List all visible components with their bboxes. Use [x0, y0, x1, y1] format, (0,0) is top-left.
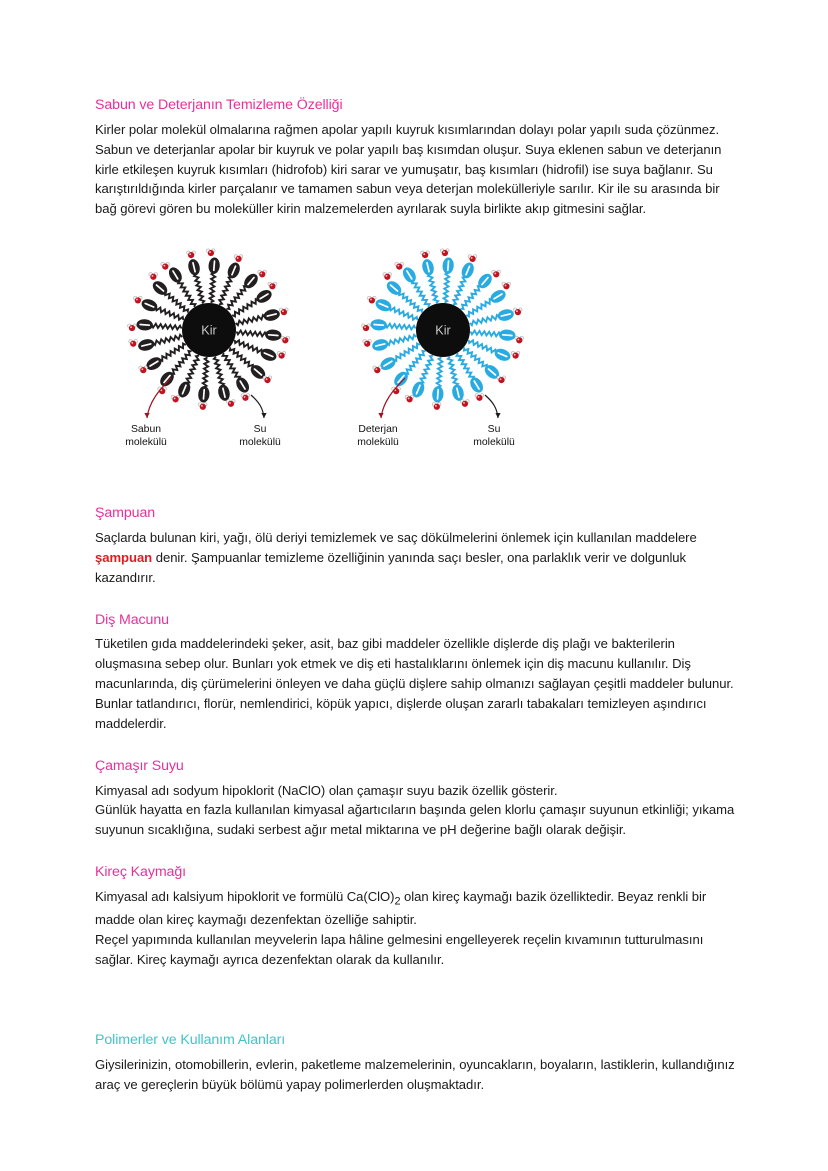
paragraph-toothpaste: Tüketilen gıda maddelerindeki şeker, asit, baz gibi maddeler özellikle dişlerde diş plağı ve bakterilerin oluşmasına sebep olur. Bunları yok etmek ve diş eti hastalıklarını önlemek için diş macunu kullanılır. Diş macunlarında, diş çürümelerini önleyen ve daha güçlü dişlere sahip olmanızı sağlayan çeşitli maddeler bulunur. Bunlar tatlandırıcı, florür, nemlendirici, köpük yapıcı, dişlerde oluşan zararlı tabakaları temizleyen aşındırıcı maddelerdir.	[95, 636, 734, 731]
section-toothpaste	[95, 612, 736, 734]
paragraph-lime-2: Reçel yapımında kullanılan meyvelerin lapa hâline gelmesini engelleyerek reçelin kıvamının tutturulmasını sağlar. Kireç kaymağı ayrıca dezenfektan olarak da kullanılır.	[95, 932, 704, 967]
figure-label-water-molecule-2: Su molekülü	[473, 424, 515, 448]
paragraph-bleach-2: Günlük hayatta en fazla kullanılan kimyasal ağartıcıların başında gelen klorlu çamaşır suyunun etkinliği; yıkama suyunun sıcaklığına, sudaki serbest ağır metal miktarına ve pH değerine bağlı olarak değişir.	[95, 802, 735, 838]
paragraph-lime-1	[95, 887, 736, 930]
heading-lime: Kireç Kaymağı	[95, 864, 186, 881]
paragraph-soap-detergent: Kirler polar molekül olmalarına rağmen apolar yapılı kuyruk kısımlarından dolayı polar yapılı suda çözünmez. Sabun ve deterjanlar apolar bir kuyruk ve polar yapılı baş kısımdan oluşur. Suya eklenen sabun ve deterjanın kirle etkileşen kuyruk kısımları (hidrofob) kiri sarar ve yumuşatır, baş kısımları (hidrofil) ise suya bağlanır. Su karıştırıldığında kirler parçalanır ve tamamen sabun veya deterjan molekülleriyle sarılır. Kir ile su arasında bir bağ görevi gören bu moleküller kirin malzemelerden ayrılarak suyla birlikte akıp gitmesini sağlar.	[95, 121, 722, 217]
shampoo-text-after: denir. Şampuanlar temizleme özelliğinin yanında saçı besler, ona parlaklık verir ve dolgunluk kazandırır.	[95, 549, 687, 585]
svg-text:Kir: Kir	[201, 323, 217, 338]
lime-formula-before: Kimyasal adı kalsiyum hipoklorit ve formülü Ca(ClO)	[95, 889, 395, 904]
paragraph-shampoo	[95, 528, 736, 588]
heading-toothpaste: Diş Macunu	[95, 611, 169, 628]
lime-formula-subscript: 2	[394, 895, 401, 908]
figure-label-detergent-molecule: Deterjan molekülü	[357, 424, 399, 448]
paragraph-polymers: Giysilerinizin, otomobillerin, evlerin, paketleme malzemelerinin, oyuncakların, boyaların, lastiklerin, kullandığınız araç ve gereçlerin büyük bölümü yapay polimerlerden oluşmaktadır.	[95, 1056, 735, 1092]
section-lime	[95, 864, 736, 970]
shampoo-highlight-term: şampuan	[95, 549, 153, 565]
heading-bleach: Çamaşır Suyu	[95, 757, 184, 774]
section-soap-detergent	[95, 97, 736, 464]
section-polymers	[95, 1032, 736, 1095]
shampoo-text-before: Saçlarda bulunan kiri, yağı, ölü deriyi temizlemek ve saç dökülmelerini önlemek için kullanılan maddelere	[95, 529, 697, 545]
figure-label-water-molecule-1: Su molekülü	[239, 424, 281, 448]
lime-formula-after: olan kireç kaymağı bazik özelliktedir. Beyaz renkli bir madde olan kireç kaymağı dezenfektan özelliğe sahiptir.	[95, 889, 707, 928]
heading-soap-detergent: Sabun ve Deterjanın Temizleme Özelliği	[95, 97, 343, 113]
micelle-figure	[95, 232, 545, 464]
paragraph-bleach-1: Kimyasal adı sodyum hipoklorit (NaClO) olan çamaşır suyu bazik özellik gösterir.	[95, 782, 558, 798]
figure-label-soap-molecule: Sabun molekülü	[125, 424, 167, 448]
svg-text:Kir: Kir	[435, 323, 451, 338]
heading-shampoo: Şampuan	[95, 505, 156, 522]
section-bleach	[95, 758, 736, 840]
heading-polymers: Polimerler ve Kullanım Alanları	[95, 1031, 286, 1048]
section-shampoo	[95, 505, 736, 587]
